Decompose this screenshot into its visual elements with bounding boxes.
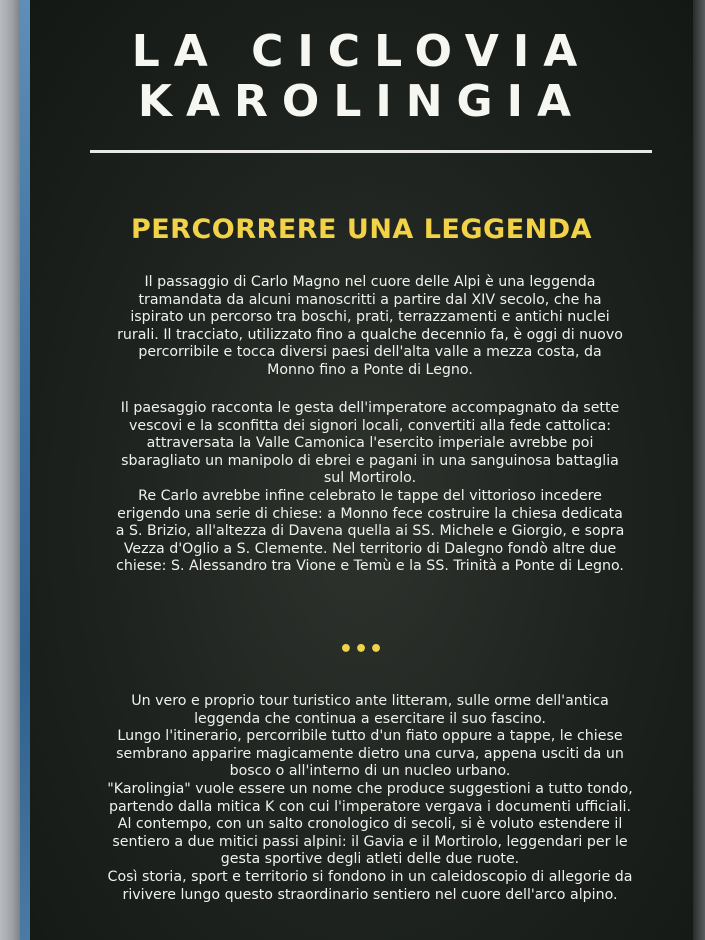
text-line: sentiero a due mitici passi alpini: il Gavia e il Mortirolo, leggendari per le: [112, 833, 628, 850]
text-line: vescovi e la sconfitta dei signori locali, convertiti alla fede cattolica:: [128, 417, 611, 434]
text-line: "Karolingia" vuole essere un nome che produce suggestioni a tutto tondo,: [107, 780, 633, 797]
text-line: sul Mortirolo.: [323, 470, 417, 487]
paragraph-intro: [74, 274, 666, 380]
title-divider: [90, 150, 652, 153]
text-line: partendo dalla mitica K con cui l'imperatore vergava i documenti ufficiali.: [108, 798, 631, 815]
text-line: Al contempo, con un salto cronologico di secoli, si è voluto estendere il: [117, 816, 623, 833]
title-line-2: KAROLINGIA: [137, 76, 586, 127]
text-line: Re Carlo avrebbe infine celebrato le tappe del vittorioso incedere: [138, 487, 602, 504]
text-line: bosco o all'interno di un nucleo urbano.: [229, 763, 511, 780]
text-line: rivivere lungo questo straordinario sentiero nel cuore dell'arco alpino.: [122, 886, 618, 903]
text-line: Monno fino a Ponte di Legno.: [267, 361, 473, 378]
text-line: tramandata da alcuni manoscritti a partire dal XIV secolo, che ha: [138, 291, 602, 308]
text-line: Il paesaggio racconta le gesta dell'imperatore accompagnato da sette: [120, 400, 620, 416]
text-line: Un vero e proprio tour turistico ante litteram, sulle orme dell'antica: [131, 693, 609, 709]
text-line: Lungo l'itinerario, percorribile tutto d'un fiato oppure a tappe, le chiese: [117, 728, 623, 745]
text-line: ispirato un percorso tra boschi, prati, terrazzamenti e antichi nuclei: [130, 309, 610, 326]
panel-edge-stripe: [20, 0, 30, 940]
text-line: a S. Brizio, all'altezza di Davena quella ai SS. Michele e Giorgio, e sopra: [115, 523, 625, 540]
text-line: sbaragliato un manipolo di ebrei e pagani in una sanguinosa battaglia: [121, 452, 619, 469]
text-line: gesta sportive degli atleti delle due ruote.: [220, 851, 520, 868]
subtitle: PERCORRERE UNA LEGGENDA: [130, 214, 593, 245]
paragraph-history: [74, 400, 666, 576]
text-line: leggenda che continua a esercitare il suo fascino.: [194, 710, 546, 727]
wall-right: [693, 0, 705, 940]
text-line: rurali. Il tracciato, utilizzato fino a qualche decennio fa, è oggi di nuovo: [117, 326, 623, 343]
text-line: percorribile e tocca diversi paesi dell'alta valle a mezza costa, da: [138, 344, 602, 361]
text-line: Così storia, sport e territorio si fondono in un caleidoscopio di allegorie da: [107, 868, 633, 885]
text-line: attraversata la Valle Camonica l'esercito imperiale avrebbe poi: [146, 435, 594, 452]
paragraph-tour: [74, 693, 666, 904]
wall-left: [0, 0, 20, 940]
text-line: Vezza d'Oglio a S. Clemente. Nel territorio di Dalegno fondò altre due: [123, 540, 617, 557]
text-line: chiese: S. Alessandro tra Vione e Temù e la SS. Trinità a Ponte di Legno.: [116, 558, 624, 575]
title-line-1: LA CICLOVIA: [131, 26, 592, 77]
info-panel: [30, 0, 693, 940]
section-separator: •••: [338, 637, 385, 662]
text-line: sembrano apparire magicamente dietro una curva, appena usciti da un: [116, 745, 624, 762]
text-line: Il passaggio di Carlo Magno nel cuore delle Alpi è una leggenda: [144, 274, 596, 290]
text-line: erigendo una serie di chiese: a Monno fece costruire la chiesa dedicata: [117, 505, 623, 522]
